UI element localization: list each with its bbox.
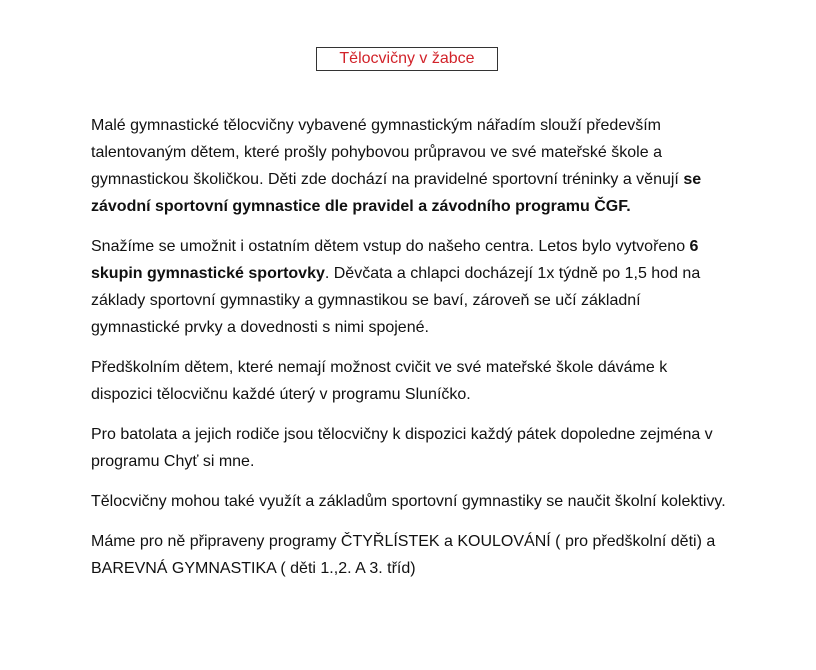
paragraph-1-text: Malé gymnastické tělocvičny vybavené gymnastickým nářadím slouží především talentovaným dětem, které prošly pohybovou průpravou ve své mateřské škole a gymnastickou školičkou. Děti zde dochází na pravidelné sportovní tréninky a věnují [91, 117, 684, 188]
document-body [91, 112, 731, 595]
paragraph-6: Máme pro ně připraveny programy ČTYŘLÍSTEK a KOULOVÁNÍ ( pro předškolní děti) a BAREVNÁ GYMNASTIKA ( děti 1.,2. A 3. tříd) [91, 533, 716, 577]
paragraph-2 [91, 233, 731, 341]
paragraph-2-text-end: . Děvčata a chlapci docházejí 1x týdně po 1,5 hod na základy sportovní gymnastiky a gymnastikou se baví, zároveň se učí základní gymnastické prvky a dovednosti s nimi spojené. [91, 265, 701, 336]
paragraph-2-bold: 6 skupin gymnastické sportovky [91, 238, 699, 282]
paragraph-1-bold: se závodní sportovní gymnastice dle pravidel a závodního programu ČGF. [91, 171, 702, 215]
paragraph-4: Pro batolata a jejich rodiče jsou tělocvičny k dispozici každý pátek dopoledne zejména v programu Chyť si mne. [91, 426, 713, 470]
paragraph-5: Tělocvičny mohou také využít a základům sportovní gymnastiky se naučit školní kolektivy. [91, 493, 726, 510]
page-title: Tělocvičny v žabce [316, 47, 498, 71]
paragraph-3: Předškolním dětem, které nemají možnost cvičit ve své mateřské škole dáváme k dispozici tělocvičnu každé úterý v programu Sluníčko. [91, 359, 668, 403]
paragraph-2-text-start: Snažíme se umožnit i ostatním dětem vstup do našeho centra. Letos bylo vytvořeno [91, 238, 690, 255]
paragraph-1 [91, 112, 731, 220]
